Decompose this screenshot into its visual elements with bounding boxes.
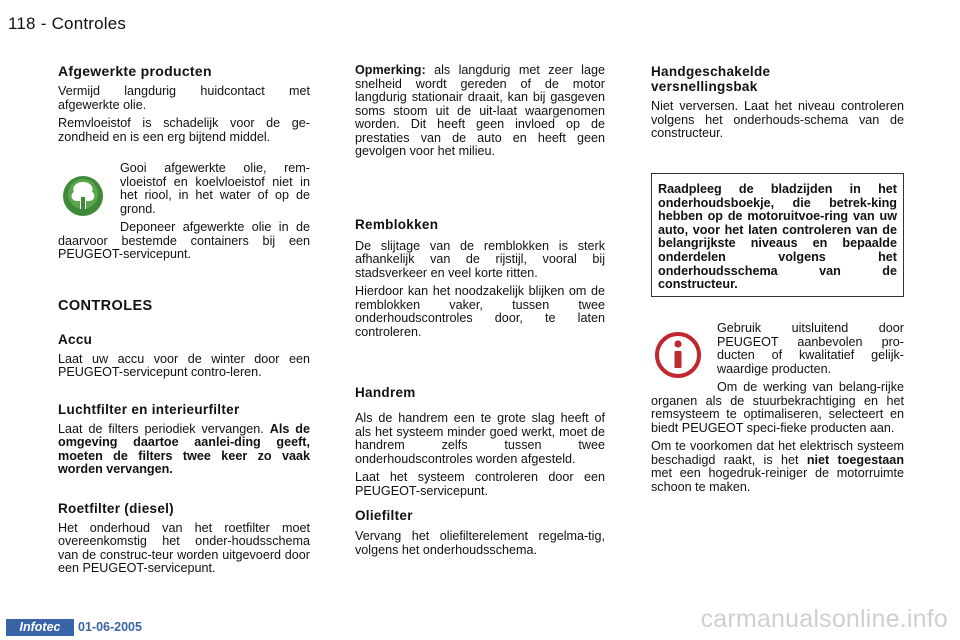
section-title-controles: CONTROLES	[58, 297, 153, 314]
info-text-pre: Om te voorkomen dat het elektrisch systeem beschadigd raakt, is het	[651, 439, 904, 467]
info-notice	[651, 322, 904, 499]
opmerking-label: Opmerking:	[355, 63, 426, 77]
column-middle	[355, 64, 605, 562]
handrem-paragraph-2: Laat het systeem controleren door een PEUGEOT-servicepunt.	[355, 470, 605, 498]
roetfilter-paragraph: Het onderhoud van het roetfilter moet overeenkomstig het onder-houdsschema van de construc-teur worden uitgevoerd door een PEUGEOT-servicepunt.	[58, 520, 310, 575]
maintenance-callout-box	[651, 173, 904, 297]
watermark: carmanualsonline.info	[700, 605, 948, 633]
luchtfilter-paragraph	[58, 423, 310, 477]
footer-date: 01-06-2005	[78, 620, 142, 634]
section-title-oliefilter: Oliefilter	[355, 508, 413, 523]
eco-paragraph-1: Gooi afgewerkte olie, rem-vloeistof en koelvloeistof niet in het riool, in het water of op de grond.	[120, 161, 310, 216]
info-paragraph-1: Gebruik uitsluitend door PEUGEOT aanbevolen pro-ducten of kwalitatief gelijk-waardige producten.	[717, 321, 904, 376]
page-title: Controles	[51, 14, 127, 33]
handgeschakelde-paragraph: Niet verversen. Laat het niveau controleren volgens het onderhouds-schema van de constructeur.	[651, 99, 904, 140]
info-paragraph-2: Om de werking van belang-rijke organen als de stuurbekrachtiging en het remsysteem te optimaliseren, selecteert en biedt PEUGEOT speci-fieke producten aan.	[651, 380, 904, 435]
column-left	[58, 64, 310, 581]
section-title-luchtfilter: Luchtfilter en interieurfilter	[58, 401, 240, 417]
handrem-paragraph-1: Als de handrem een te grote slag heeft of als het systeem minder goed werkt, moet de handrem zelfs tussen twee onderhoudscontroles worden afgesteld.	[355, 411, 605, 466]
info-icon	[653, 330, 703, 380]
info-text-post: met een hogedruk-reiniger de motorruimte schoon te maken.	[651, 466, 904, 494]
info-paragraph-3	[651, 440, 904, 494]
accu-paragraph: Laat uw accu voor de winter door een PEUGEOT-servicepunt contro-leren.	[58, 351, 310, 379]
info-text-bold: niet toegestaan	[806, 452, 905, 467]
section-title-handrem: Handrem	[355, 385, 416, 400]
infotec-logo: Infotec	[6, 619, 74, 636]
section-title-handgeschakelde: Handgeschakelde versnellingsbak	[651, 64, 771, 94]
opmerking-paragraph	[355, 64, 605, 159]
column-right	[651, 64, 904, 146]
section-title-roetfilter: Roetfilter (diesel)	[58, 500, 174, 516]
afgewerkt-paragraph-1: Vermijd langdurig huidcontact met afgewerkte olie.	[58, 84, 310, 112]
page-header	[8, 14, 126, 34]
section-title-afgewerkte-producten: Afgewerkte producten	[58, 63, 212, 79]
eco-notice	[58, 162, 310, 262]
luchtfilter-text-bold: Als de omgeving daartoe aanlei-ding geeft, moeten de filters twee keer zo vaak worden vervangen.	[58, 421, 311, 476]
page-number: 118	[8, 14, 36, 33]
luchtfilter-text-normal: Laat de filters periodiek vervangen.	[58, 421, 264, 436]
afgewerkt-paragraph-2: Remvloeistof is schadelijk voor de ge-zondheid en is een erg bijtend middel.	[58, 116, 310, 144]
header-separator: -	[40, 14, 47, 33]
tree-icon	[58, 171, 108, 221]
remblokken-paragraph-2: Hierdoor kan het noodzakelijk blijken om de remblokken vaker, tussen twee onderhoudscontroles door, te laten controleren.	[355, 284, 605, 339]
oliefilter-paragraph: Vervang het oliefilterelement regelma-tig, volgens het onderhoudsschema.	[355, 529, 605, 557]
opmerking-text: als langdurig met zeer lage snelheid wordt gereden of de motor langdurig stationair draait, kan bij gasgeven soms stoom uit de uit-laat waargenomen worden. Dit heeft geen invloed op de prestaties van de auto en heeft geen gevolgen voor het milieu.	[355, 63, 605, 158]
remblokken-paragraph-1: De slijtage van de remblokken is sterk afhankelijk van de rijstijl, vooral bij stadsverkeer en veel korte ritten.	[355, 238, 605, 280]
section-title-accu: Accu	[58, 331, 93, 347]
section-title-remblokken: Remblokken	[355, 216, 439, 232]
eco-paragraph-2: Deponeer afgewerkte olie in de daarvoor bestemde containers bij een PEUGEOT-servicepunt.	[58, 220, 310, 261]
callout-text: Raadpleeg de bladzijden in het onderhoudsboekje, die betrek-king hebben op de motoruitvoe-ring van uw auto, voor het laten controleren van de belangrijkste niveaus en bepaalde onderdelen volgens het onderhoudsschema van de constructeur.	[658, 182, 897, 292]
